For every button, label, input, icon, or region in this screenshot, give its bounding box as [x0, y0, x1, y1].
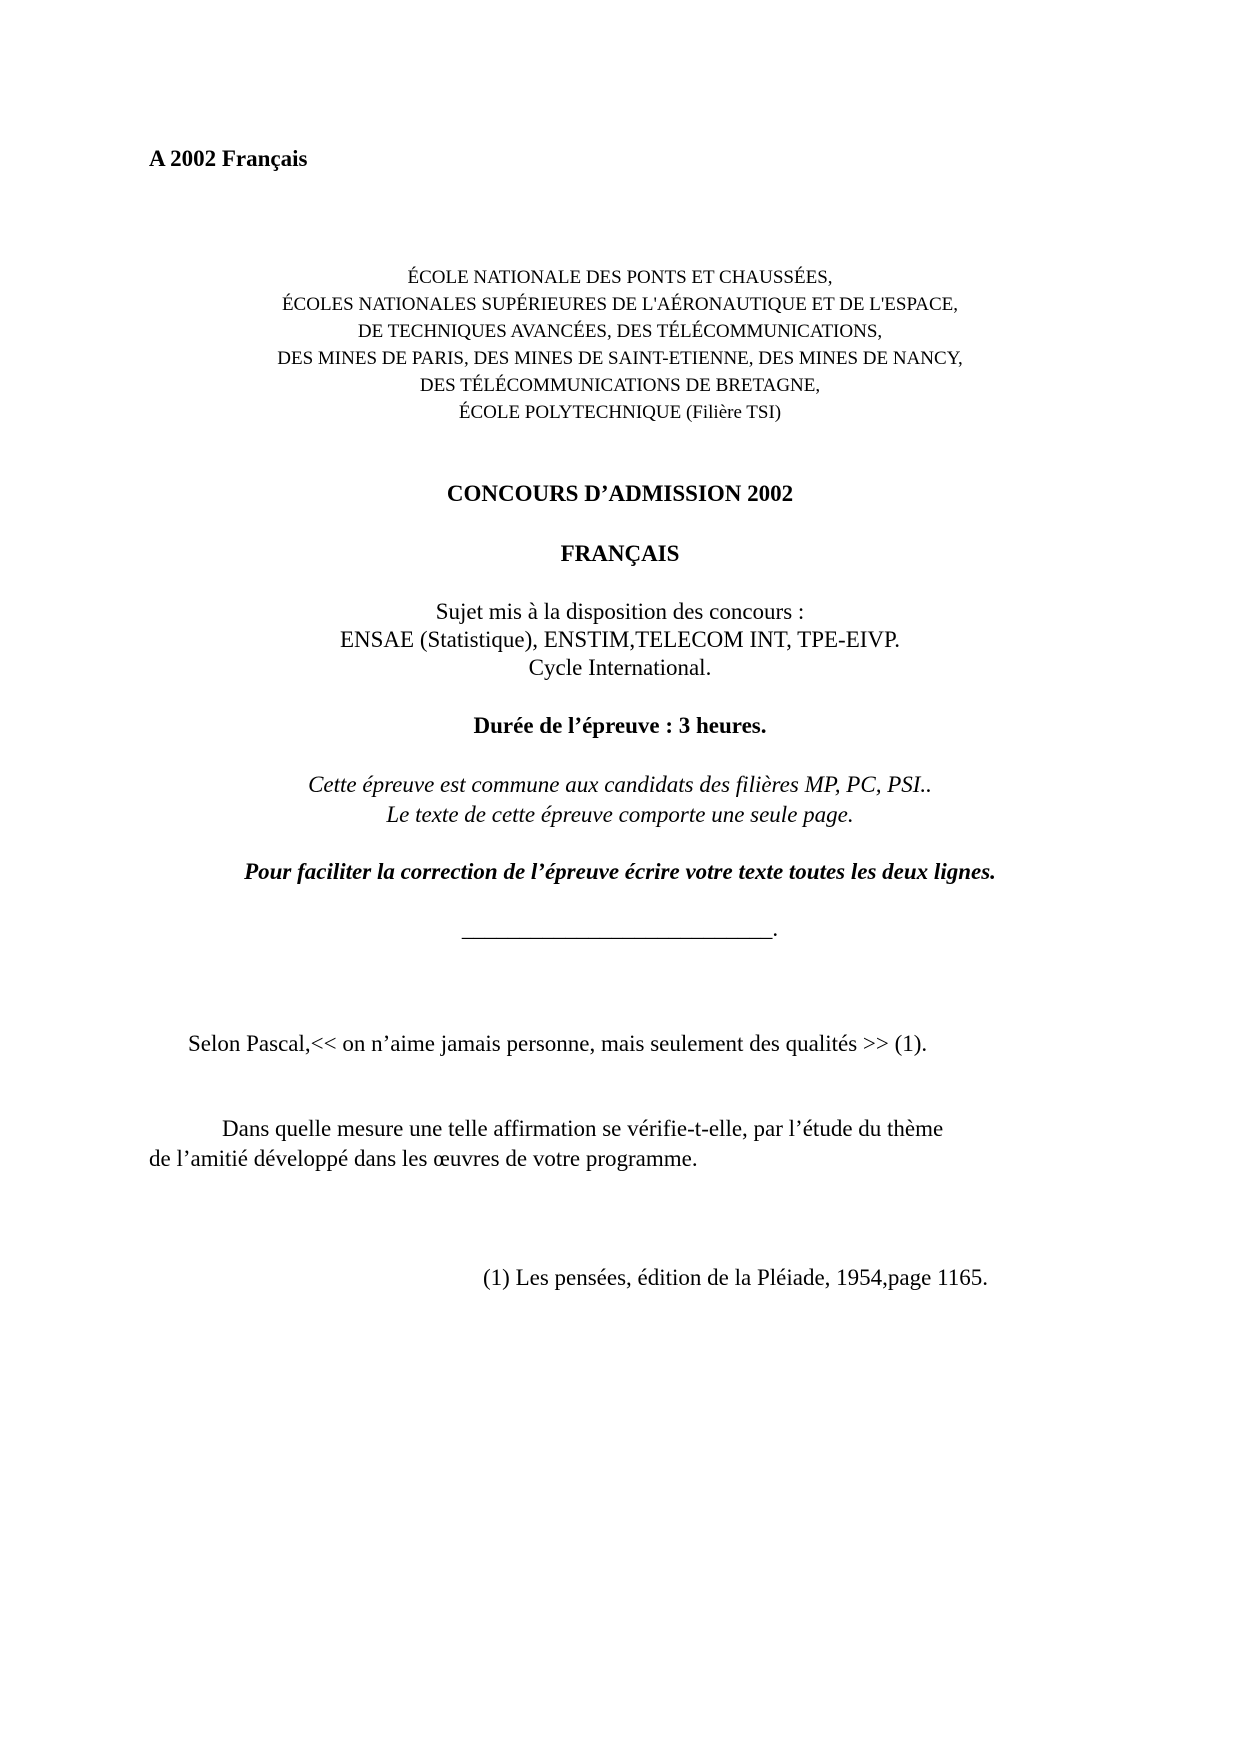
- common-note-line: Cette épreuve est commune aux candidats des filières MP, PC, PSI..: [308, 772, 932, 797]
- institution-line: DE TECHNIQUES AVANCÉES, DES TÉLÉCOMMUNICATIONS,: [357, 321, 883, 342]
- footnote: (1) Les pensées, édition de la Pléiade, 1954,page 1165.: [483, 1265, 989, 1290]
- concours-title: CONCOURS D’ADMISSION 2002: [446, 481, 794, 506]
- availability-line: Sujet mis à la disposition des concours :: [435, 599, 805, 624]
- institution-line: DES MINES DE PARIS, DES MINES DE SAINT-ETIENNE, DES MINES DE NANCY,: [277, 348, 963, 369]
- institution-line: ÉCOLES NATIONALES SUPÉRIEURES DE L'AÉRONAUTIQUE ET DE L'ESPACE,: [281, 294, 959, 315]
- duration: Durée de l’épreuve : 3 heures.: [473, 713, 767, 738]
- correction-note: Pour faciliter la correction de l’épreuve écrire votre texte toutes les deux lignes.: [244, 859, 996, 884]
- pascal-quote: Selon Pascal,<< on n’aime jamais personne, mais seulement des qualités >> (1).: [188, 1031, 928, 1056]
- question-line: de l’amitié développé dans les œuvres de votre programme.: [149, 1146, 698, 1171]
- institution-line: DES TÉLÉCOMMUNICATIONS DE BRETAGNE,: [419, 375, 821, 396]
- question-line: Dans quelle mesure une telle affirmation se vérifie-t-elle, par l’étude du thème: [222, 1116, 944, 1141]
- separator-line: ___________________________.: [461, 916, 779, 941]
- institution-line: ÉCOLE POLYTECHNIQUE (Filière TSI): [458, 402, 782, 423]
- availability-line: Cycle International.: [528, 655, 712, 680]
- institution-line: ÉCOLE NATIONALE DES PONTS ET CHAUSSÉES,: [407, 267, 833, 288]
- common-note-line: Le texte de cette épreuve comporte une seule page.: [386, 802, 854, 827]
- availability-line: ENSAE (Statistique), ENSTIM,TELECOM INT, TPE-EIVP.: [339, 627, 901, 652]
- subject-title: FRANÇAIS: [560, 541, 680, 566]
- exam-code-header: A 2002 Français: [149, 146, 308, 171]
